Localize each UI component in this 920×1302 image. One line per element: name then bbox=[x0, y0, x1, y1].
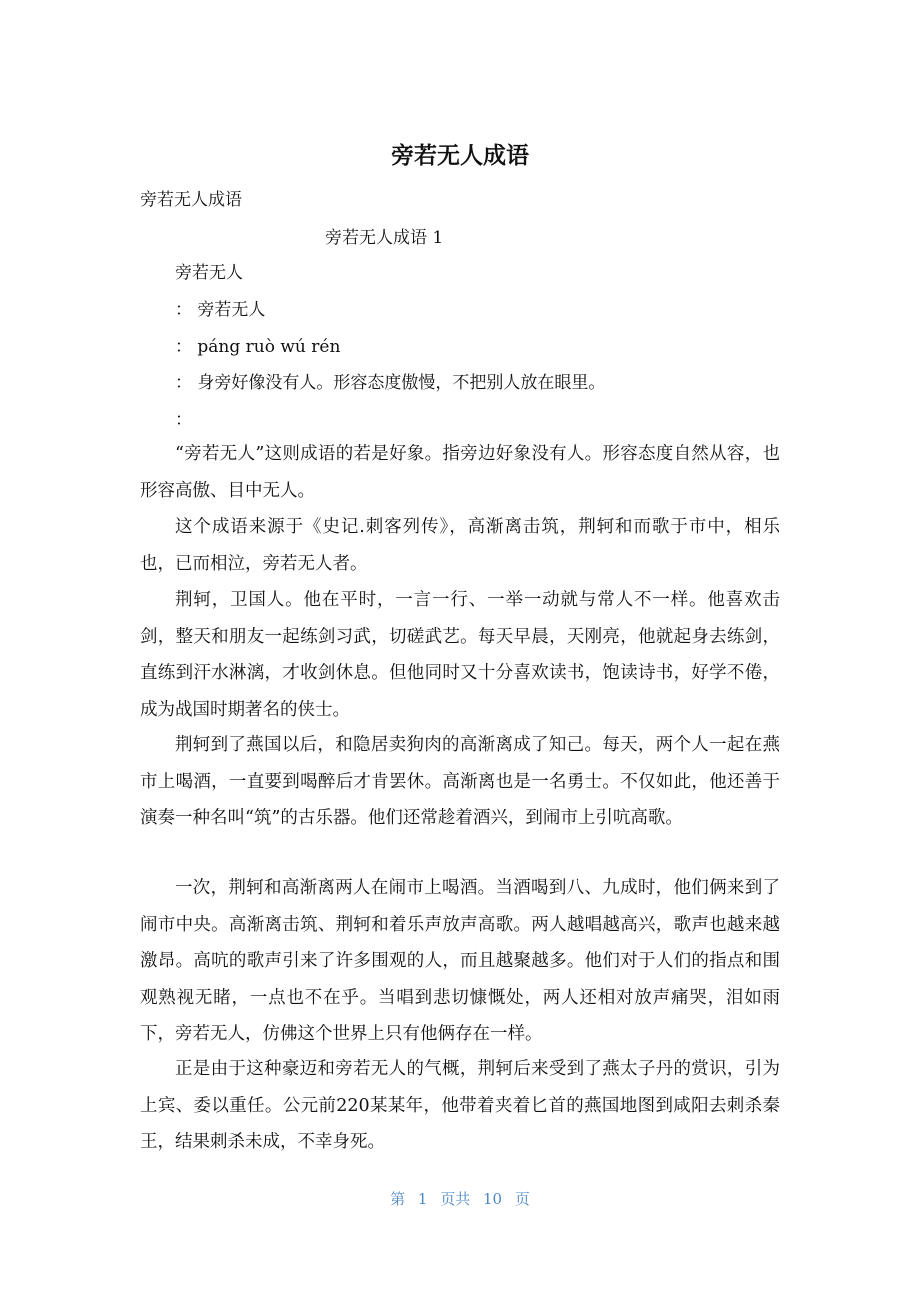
idiom-term: 旁若无人 bbox=[175, 263, 243, 283]
field-line: ： 旁若无人 bbox=[175, 300, 266, 320]
page-number: 第 1 页共 10 页 bbox=[390, 1190, 530, 1208]
field-line: ： bbox=[175, 410, 192, 430]
body-paragraph: 正是由于这种豪迈和旁若无人的气概，荆轲后来受到了燕太子丹的赏识，引为上宾、委以重任。公元前220某某年，他带着夹着匕首的燕国地图到咸阳去刺杀秦王，结果刺杀未成，不幸身死。 bbox=[140, 1059, 780, 1152]
field-line: ： 身旁好像没有人。形容态度傲慢，不把别人放在眼里。 bbox=[175, 373, 606, 393]
field-line: ： páng ruò wú rén bbox=[175, 337, 341, 357]
body-paragraph: 一次，荆轲和高渐离两人在闹市上喝酒。当酒喝到八、九成时，他们俩来到了闹市中央。高渐离击筑、荆轲和着乐声放声高歌。两人越唱越高兴，歌声也越来越激昂。高吭的歌声引来了许多围观的人，而且越聚越多。他们对于人们的指点和围观熟视无睹，一点也不在乎。当唱到悲切慷慨处，两人还相对放声痛哭，泪如雨下，旁若无人，仿佛这个世界上只有他俩存在一样。 bbox=[140, 878, 780, 1044]
body-paragraph: 荆轲到了燕国以后，和隐居卖狗肉的高渐离成了知己。每天，两个人一起在燕市上喝酒，一直要到喝醉后才肯罢休。高渐离也是一名勇士。不仅如此，他还善于演奏一种名叫“筑”的古乐器。他们还常趁着酒兴，到闹市上引吭高歌。 bbox=[140, 735, 780, 828]
document-subtitle: 旁若无人成语 bbox=[140, 190, 242, 210]
body-paragraph: 这个成语来源于《史记.刺客列传》，高渐离击筑，荆轲和而歌于市中，相乐也，已而相泣，旁若无人者。 bbox=[140, 517, 780, 574]
body-paragraph: “旁若无人”这则成语的若是好象。指旁边好象没有人。形容态度自然从容，也形容高傲、目中无人。 bbox=[140, 444, 780, 501]
document-title: 旁若无人成语 bbox=[391, 143, 529, 169]
body-paragraph: 荆轲，卫国人。他在平时，一言一行、一举一动就与常人不一样。他喜欢击剑，整天和朋友一起练剑习武，切磋武艺。每天早晨，天刚亮，他就起身去练剑，直练到汗水淋漓，才收剑休息。但他同时又十分喜欢读书，饱读诗书，好学不倦，成为战国时期著名的侠士。 bbox=[140, 590, 780, 720]
section-heading: 旁若无人成语 1 bbox=[325, 228, 444, 248]
